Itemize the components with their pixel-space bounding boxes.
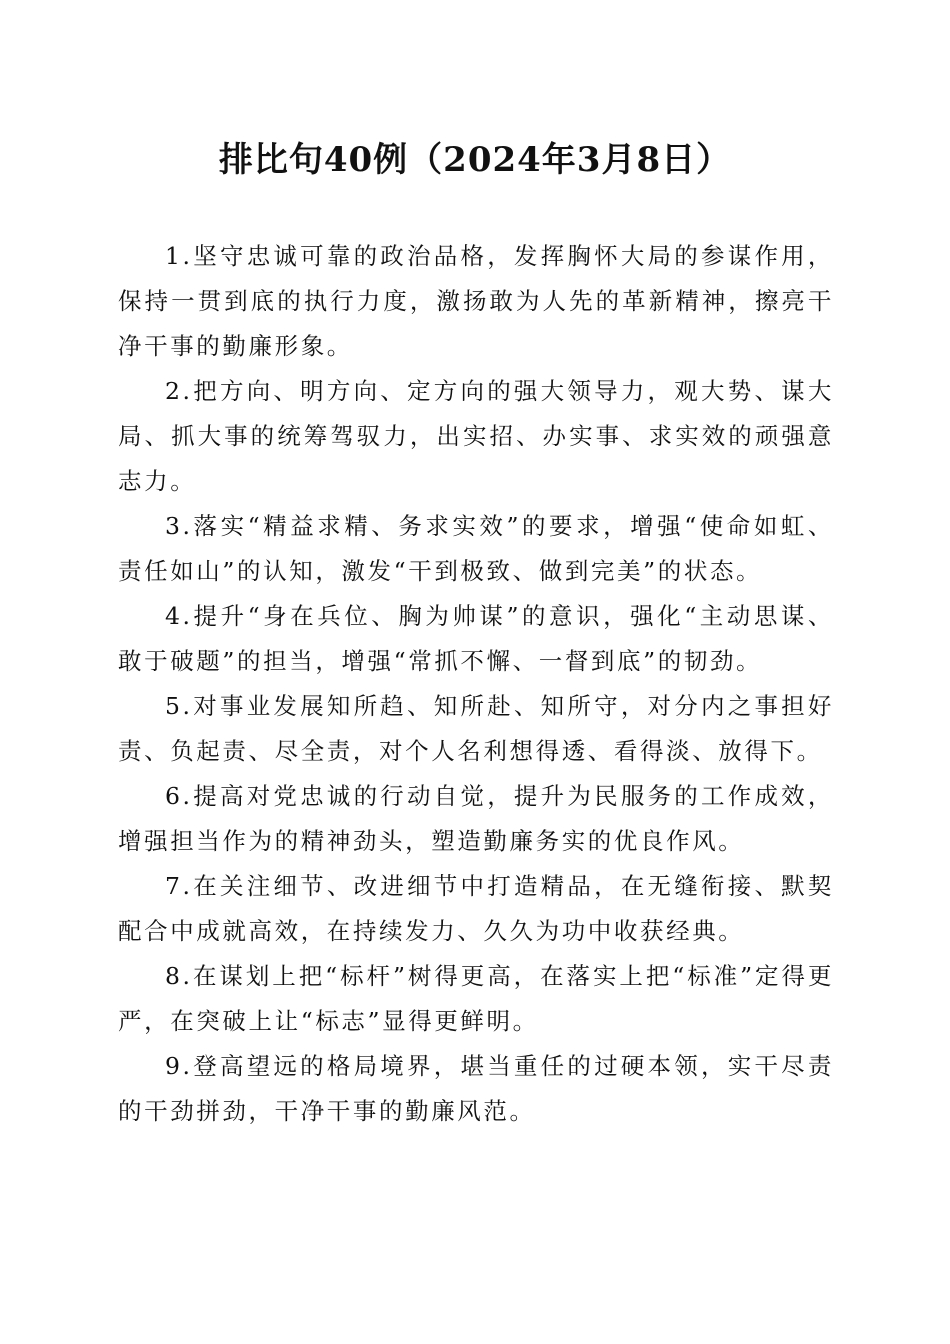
paragraph-8: 8.在谋划上把“标杆”树得更高，在落实上把“标准”定得更严，在突破上让“标志”显得更鲜明。 [118,962,834,1035]
document-body [118,234,834,1134]
paragraph-2: 2.把方向、明方向、定方向的强大领导力，观大势、谋大局、抓大事的统筹驾驭力，出实招、办实事、求实效的顽强意志力。 [118,377,834,495]
paragraph-5: 5.对事业发展知所趋、知所赴、知所守，对分内之事担好责、负起责、尽全责，对个人名利想得透、看得淡、放得下。 [118,692,834,765]
paragraph-3: 3.落实“精益求精、务求实效”的要求，增强“使命如虹、责任如山”的认知，激发“干到极致、做到完美”的状态。 [118,512,834,585]
paragraph-9: 9.登高望远的格局境界，堪当重任的过硬本领，实干尽责的干劲拼劲，干净干事的勤廉风范。 [118,1052,834,1125]
document-title: 排比句40例（2024年3月8日） [218,140,732,180]
paragraph-6: 6.提高对党忠诚的行动自觉，提升为民服务的工作成效，增强担当作为的精神劲头，塑造勤廉务实的优良作风。 [118,782,834,855]
paragraph-1: 1.坚守忠诚可靠的政治品格，发挥胸怀大局的参谋作用，保持一贯到底的执行力度，激扬敢为人先的革新精神，擦亮干净干事的勤廉形象。 [118,242,834,360]
paragraph-7: 7.在关注细节、改进细节中打造精品，在无缝衔接、默契配合中成就高效，在持续发力、久久为功中收获经典。 [118,872,834,945]
paragraph-4: 4.提升“身在兵位、胸为帅谋”的意识，强化“主动思谋、敢于破题”的担当，增强“常抓不懈、一督到底”的韧劲。 [118,602,834,675]
